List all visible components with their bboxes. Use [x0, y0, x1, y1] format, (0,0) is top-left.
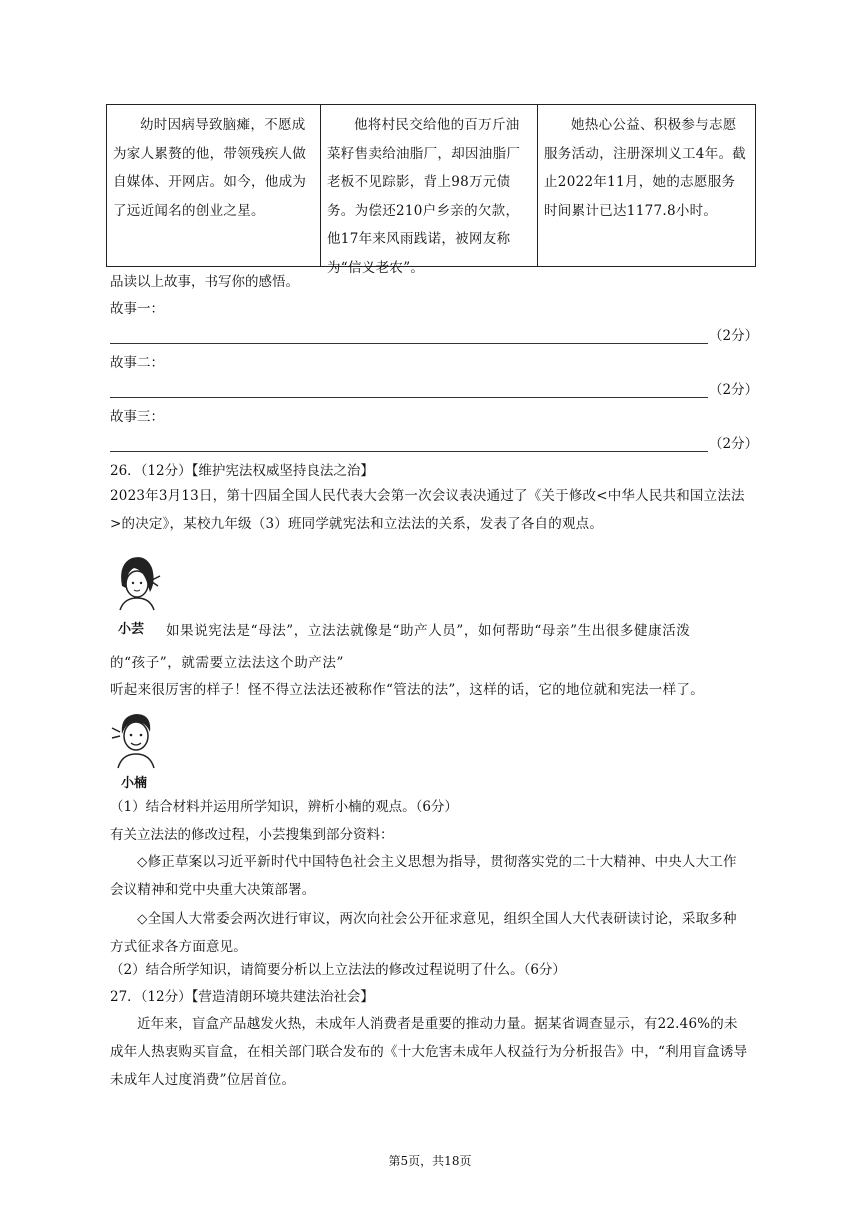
- q26-bullet1: ◇修正草案以习近平新时代中国特色社会主义思想为指导，贯彻落实党的二十大精神、中央人大工作会议精神和党中央重大决策部署。: [110, 854, 737, 898]
- story1-score: （2分）: [709, 328, 759, 344]
- page-footer: 第5页，共18页: [388, 1154, 472, 1168]
- q26-sub2: （2）结合所学知识，请简要分析以上立法法的修改过程说明了什么。（6分）: [110, 962, 566, 978]
- xiaoyun-speech-line1: 如果说宪法是“母法”，立法法就像是“助产人员”，如何帮助“母亲”生出很多健康活泼: [166, 623, 691, 639]
- story-cell-2: 他将村民交给他的百万斤油菜籽售卖给油脂厂，却因油脂厂老板不见踪影，背上98万元债务。为偿还210户乡亲的欠款，他17年来风雨践诺，被网友称为“信义老农”。: [320, 105, 537, 266]
- xiaoyun-name: 小芸: [118, 622, 145, 637]
- q26-intro: 2023年3月13日，第十四届全国人民代表大会第一次会议表决通过了《关于修改<中华人民共和国立法法>的决定》，某校九年级（3）班同学就宪法和立法法的关系，发表了各自的观点。: [110, 488, 745, 532]
- story2-answer-line[interactable]: [110, 397, 708, 398]
- story1-label: 故事一：: [110, 301, 164, 317]
- xiaonan-speech: 听起来很厉害的样子！怪不得立法法还被称作“管法的法”，这样的话，它的地位就和宪法一样了。: [110, 682, 705, 698]
- stories-table: [106, 104, 756, 276]
- story1-answer-line[interactable]: [110, 343, 708, 344]
- xiaoyun-speech-line2: 的“孩子”，就需要立法法这个助产法”: [110, 655, 345, 671]
- story3-label: 故事三：: [110, 409, 164, 425]
- xiaoyun-avatar: [112, 552, 162, 614]
- q26-bullet2: ◇全国人大常委会两次进行审议，两次向社会公开征求意见，组织全国人大代表研读讨论，采取多种方式征求各方面意见。: [110, 911, 737, 955]
- q27-body: 近年来，盲盒产品越发火热，未成年人消费者是重要的推动力量。据某省调查显示，有22.46%的未成年人热衷购买盲盒，在相关部门联合发布的《十大危害未成年人权益行为分析报告》中，“利用盲盒诱导未成年人过度消费”位居首位。: [110, 1016, 748, 1088]
- q26-sub1: （1）结合材料并运用所学知识，辨析小楠的观点。（6分）: [110, 799, 458, 815]
- q26-heading: 26．（12分）【维护宪法权威坚持良法之治】: [110, 463, 374, 479]
- story2-score: （2分）: [709, 382, 759, 398]
- xiaonan-name: 小楠: [121, 776, 148, 791]
- story-cell-1: 幼时因病导致脑瘫，不愿成为家人累赘的他，带领残疾人做自媒体、开网店。如今，他成为了远近闻名的创业之星。: [113, 117, 307, 219]
- story3-answer-line[interactable]: [110, 451, 708, 452]
- story-cell-3: 她热心公益、积极参与志愿服务活动，注册深圳义工4年。截止2022年11月，她的志愿服务时间累计已达1177.8小时。: [537, 105, 755, 266]
- story2-label: 故事二：: [110, 355, 164, 371]
- q27-heading: 27．（12分）【营造清朗环境共建法治社会】: [110, 989, 374, 1005]
- story3-score: （2分）: [709, 436, 759, 452]
- q26-material-intro: 有关立法法的修改过程，小芸搜集到部分资料：: [110, 827, 394, 843]
- xiaonan-avatar: [110, 708, 160, 770]
- q25-prompt: 品读以上故事，书写你的感悟。: [110, 274, 299, 290]
